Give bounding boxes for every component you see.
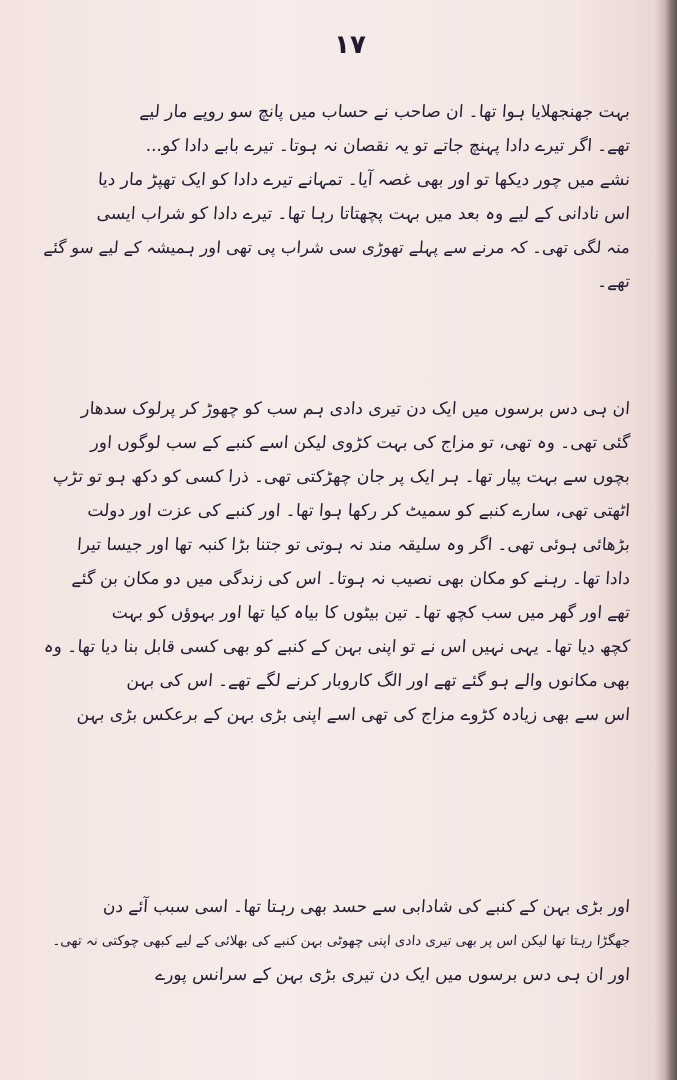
paragraph-3 <box>40 890 630 992</box>
text-line: اٹھتی تھی، سارے کنبے کو سمیٹ کر رکھا ہوا تھا۔ اور کنبے کی عزت اور دولت <box>86 501 631 521</box>
text-line: اس نادانی کے لیے وہ بعد میں بہت پچھتاتا رہا تھا۔ تیرے دادا کو شراب ایسی <box>96 204 631 224</box>
text-line: اور بڑی بہن کے کنبے کی شادابی سے حسد بھی رہتا تھا۔ اسی سبب آئے دن <box>102 897 631 917</box>
text-line: اس سے بھی زیادہ کڑوے مزاج کی تھی اسے اپنی بڑی بہن کے برعکس بڑی بہن <box>76 705 631 725</box>
text-line: منہ لگی تھی۔ کہ مرنے سے پہلے تھوڑی سی شراب پی تھی اور ہمیشہ کے لیے سو گئے <box>42 238 631 257</box>
text-line: دادا تھا۔ رہنے کو مکان بھی نصیب نہ ہوتا۔ اس کی زندگی میں دو مکان بن گئے <box>71 569 631 589</box>
text-line: اور ان ہی دس برسوں میں ایک دن تیری بڑی بہن کے سرانس پورے <box>154 965 631 985</box>
text-line: بھی مکانوں والے ہو گئے تھے اور الگ کاروبار کرنے لگے تھے۔ اس کی بہن <box>126 671 631 691</box>
text-line: بڑھائی ہوئی تھی۔ اگر وہ سلیقہ مند نہ ہوتی تو جتنا بڑا کنبہ تھا اور جیسا تیرا <box>76 535 631 555</box>
text-line: گئی تھی۔ وہ تھی، تو مزاج کی بہت کڑوی لیکن اسے کنبے کے سب لوگوں اور <box>90 433 631 453</box>
text-line: تھے اور گھر میں سب کچھ تھا۔ تین بیٹوں کا بیاہ کیا تھا اور بہوؤں کو بہت <box>111 603 631 623</box>
text-line: تھے۔ اگر تیرے دادا پہنچ جاتے تو یہ نقصان نہ ہوتا۔ تیرے بابے دادا کو... <box>145 136 631 156</box>
text-line: کچھ دیا تھا۔ یہی نہیں اس نے تو اپنی بہن کے کنبے کو بھی کسی قابل بنا دیا تھا۔ وہ <box>43 637 631 657</box>
paragraph-1 <box>40 95 630 299</box>
page-number: ۱۷ <box>334 30 366 60</box>
text-line: بچوں سے بہت پیار تھا۔ ہر ایک پر جان چھڑکتی تھی۔ ذرا کسی کو دکھ ہو تو تڑپ <box>52 467 631 487</box>
text-line: بہت جھنجھلایا ہوا تھا۔ ان صاحب نے حساب میں پانچ سو روپے مار لیے <box>138 102 631 122</box>
paragraph-2 <box>40 392 630 732</box>
text-line: ان ہی دس برسوں میں ایک دن تیری دادی ہم سب کو چھوڑ کر پرلوک سدھار <box>80 399 631 419</box>
text-line: نشے میں چور دیکھا تو اور بھی غصہ آیا۔ تمہانے تیرے دادا کو ایک تھپڑ مار دیا <box>97 170 631 190</box>
text-line: تھے۔ <box>596 272 631 292</box>
text-line: جھگڑا رہتا تھا لیکن اس پر بھی تیری دادی اپنی چھوٹی بہن کنبے کی بھلائی کے لیے کبھی چوکتی نہ تھی۔ <box>52 933 631 949</box>
book-spine-shadow <box>655 0 677 1080</box>
